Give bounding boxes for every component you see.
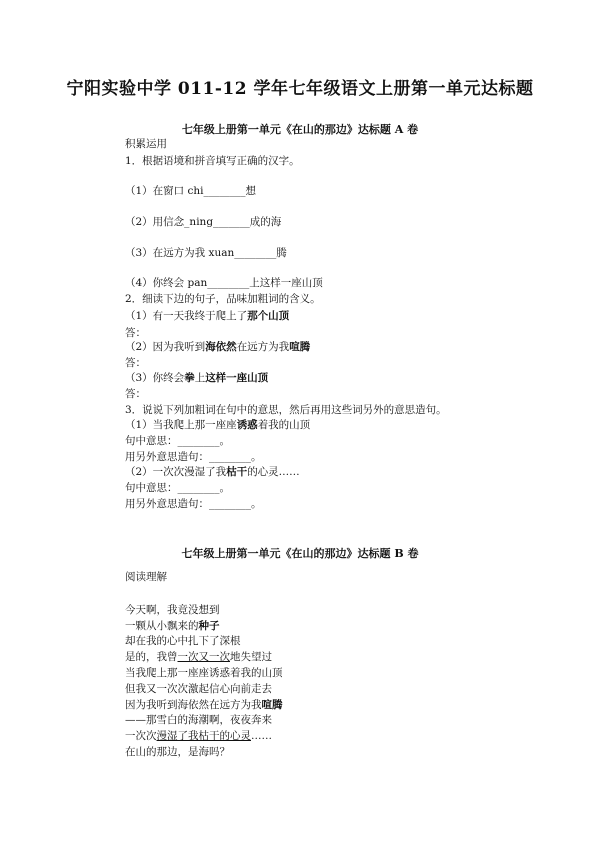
poem-text: 在山的那边，是海吗？ — [125, 746, 230, 758]
q2-item-3-bold2: 这样一座山顶 — [205, 372, 269, 384]
document-title: 宁阳实验中学 011-12 学年七年级语文上册第一单元达标题 — [66, 79, 534, 99]
q2-answer-3: 答： — [125, 388, 146, 400]
poem-text: 地失望过 — [230, 651, 272, 663]
poem-text: ——那雪白的海潮啊，夜夜奔来 — [125, 714, 272, 726]
q3-meaning-2: 句中意思：________。 — [125, 482, 230, 494]
poem-text: 一颗从小飘来的 — [125, 620, 199, 632]
poem-line — [125, 745, 230, 759]
q2-item-2 — [125, 340, 310, 354]
poem-text: 因为我听到海依然在远方为我 — [125, 699, 262, 711]
section-b-heading: 七年级上册第一单元《在山的那边》达标题 B 卷 — [181, 547, 419, 560]
section-b-category: 阅读理解 — [125, 571, 167, 583]
q2-item-2-bold: 海依然 — [205, 341, 237, 353]
q3-item-2-bold: 枯干 — [226, 466, 248, 478]
q2-item-1-text: （1）有一天我终于爬上了 — [125, 310, 248, 322]
poem-line — [125, 650, 272, 664]
q3-item-1-text2: 着我的山顶 — [257, 419, 311, 431]
q2-item-1-bold: 那个山顶 — [247, 310, 290, 322]
q3-item-2 — [125, 465, 300, 479]
q3-item-1-text: （1）当我爬上那一座座 — [125, 419, 237, 431]
q2-item-2-bold2: 喧腾 — [289, 341, 311, 353]
poem-text: 但我又一次次激起信心向前走去 — [125, 683, 272, 695]
poem-line — [125, 682, 272, 696]
q2-answer-2: 答： — [125, 357, 146, 369]
poem-bold-text: 喧腾 — [261, 699, 283, 711]
poem-bold-text: 种子 — [198, 620, 220, 632]
poem-text: 是的，我曾 — [125, 651, 178, 663]
poem-text: 当我爬上那一座座诱惑着我的山顶 — [125, 667, 283, 679]
q1-item-1: （1）在窗口 chi________想 — [125, 185, 257, 197]
poem-line — [125, 666, 283, 680]
poem-line — [125, 603, 220, 617]
poem-text: …… — [251, 730, 272, 742]
poem-line — [125, 634, 241, 648]
q2-item-2-text: （2）因为我听到 — [125, 341, 206, 353]
q2-item-3-text: （3）你终会 — [125, 372, 185, 384]
poem-text: 却在我的心中扎下了深根 — [125, 635, 241, 647]
poem-line — [125, 619, 220, 633]
q3-item-2-text: （2）一次次漫湿了我 — [125, 466, 227, 478]
poem-text: 一次次 — [125, 730, 157, 742]
poem-underlined-text: 一次又一次 — [177, 651, 230, 663]
q1-item-2: （2）用信念_ning_______成的海 — [125, 216, 282, 228]
q2-item-3-bold: 拳 — [184, 372, 195, 384]
q3-meaning-1: 句中意思：________。 — [125, 435, 230, 447]
q2-item-3-text2: 上 — [194, 372, 206, 384]
q3-sentence-1: 用另外意思造句：________。 — [125, 451, 262, 463]
poem-line — [125, 713, 272, 727]
q2-item-3 — [125, 371, 268, 385]
q1-stem: 1．根据语境和拼音填写正确的汉字。 — [125, 155, 300, 167]
q3-item-1 — [125, 418, 310, 432]
poem-text: 今天啊，我竟没想到 — [125, 604, 220, 616]
q3-item-1-bold: 诱惑 — [236, 419, 258, 431]
poem-line — [125, 729, 272, 743]
q3-sentence-2: 用另外意思造句：________。 — [125, 498, 262, 510]
q3-item-2-text2: 的心灵…… — [247, 466, 300, 478]
q1-item-4: （4）你终会 pan________上这样一座山顶 — [125, 277, 323, 289]
poem-line — [125, 698, 283, 712]
section-a-category: 积累运用 — [125, 138, 167, 150]
q2-item-2-text2: 在远方为我 — [236, 341, 290, 353]
q1-item-3: （3）在远方为我 xuan________腾 — [125, 247, 287, 259]
q2-stem: 2．细读下边的句子，品味加粗词的含义。 — [125, 293, 321, 305]
q3-stem: 3．说说下列加粗词在句中的意思，然后再用这些词另外的意思造句。 — [125, 404, 447, 416]
poem-underlined-text: 漫湿了我枯干的心灵 — [156, 730, 251, 742]
q2-answer-1: 答： — [125, 327, 146, 339]
q2-item-1 — [125, 309, 289, 323]
section-a-heading: 七年级上册第一单元《在山的那边》达标题 A 卷 — [181, 123, 419, 136]
